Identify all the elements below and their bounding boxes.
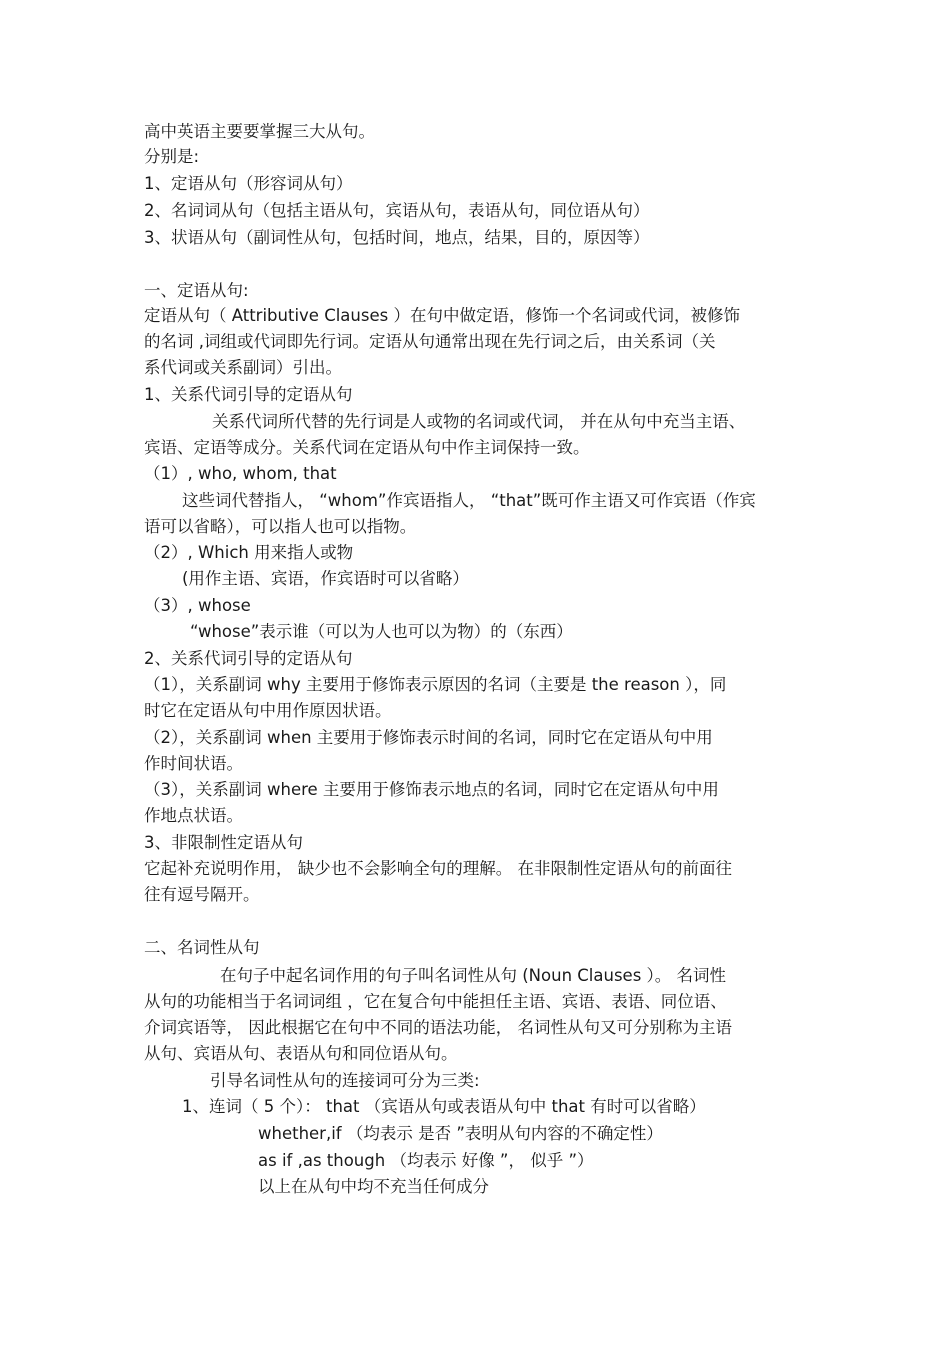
subsection-2-item-1-line-2: 时它在定语从句中用作原因状语。 — [144, 701, 392, 720]
section-2-heading: 二、名词性从句 — [144, 938, 260, 957]
connectives-intro: 引导名词性从句的连接词可分为三类: — [210, 1071, 480, 1090]
point-2-label: （2）, Which 用来指人或物 — [144, 543, 354, 562]
subsection-1-para-line-2: 宾语、定语等成分。关系代词在定语从句中作主词保持一致。 — [144, 438, 590, 457]
subsection-2-title: 2、关系代词引导的定语从句 — [144, 649, 353, 668]
point-3-text: “whose”表示谁（可以为人也可以为物）的（东西） — [190, 622, 573, 641]
section-1-def-line-3: 系代词或关系副词）引出。 — [144, 358, 342, 377]
intro-line-2: 分别是: — [144, 147, 200, 166]
connectives-note: 以上在从句中均不充当任何成分 — [258, 1177, 489, 1196]
point-1-text-line-1: 这些词代替指人， “whom”作宾语指人， “that”既可作主语又可作宾语（作宾 — [182, 491, 756, 510]
section-2-para-line-3: 介词宾语等， 因此根据它在句中不同的语法功能， 名词性从句又可分别称为主语 — [144, 1018, 732, 1037]
point-3-label: （3）, whose — [144, 596, 251, 615]
section-2-para-line-4: 从句、宾语从句、表语从句和同位语从句。 — [144, 1044, 458, 1063]
subsection-2-item-3-line-1: （3），关系副词 where 主要用于修饰表示地点的名词，同时它在定语从句中用 — [144, 780, 719, 799]
intro-item-1: 1、定语从句（形容词从句） — [144, 174, 353, 193]
section-1-def-line-2: 的名词 ,词组或代词即先行词。定语从句通常出现在先行词之后，由关系词（关 — [144, 332, 716, 351]
point-2-text: (用作主语、宾语，作宾语时可以省略） — [182, 569, 469, 588]
point-1-label: （1）, who, whom, that — [144, 464, 337, 483]
section-1-heading: 一、定语从句: — [144, 281, 249, 300]
subsection-1-title: 1、关系代词引导的定语从句 — [144, 385, 353, 404]
subsection-3-title: 3、非限制性定语从句 — [144, 833, 303, 852]
subsection-1-para-line-1: 关系代词所代替的先行词是人或物的名词或代词， 并在从句中充当主语、 — [212, 412, 746, 431]
section-1-def-line-1: 定语从句（ Attributive Clauses ）在句中做定语，修饰一个名词或代词，被修饰 — [144, 306, 740, 325]
connectives-item-1: 1、连词（ 5 个）： that （宾语从句或表语从句中 that 有时可以省略） — [182, 1097, 706, 1116]
subsection-3-text-line-1: 它起补充说明作用， 缺少也不会影响全句的理解。 在非限制性定语从句的前面往 — [144, 859, 732, 878]
point-1-text-line-2: 语可以省略），可以指人也可以指物。 — [144, 517, 417, 536]
subsection-2-item-1-line-1: （1），关系副词 why 主要用于修饰表示原因的名词（主要是 the reason ），同 — [144, 675, 727, 694]
subsection-2-item-3-line-2: 作地点状语。 — [144, 806, 243, 825]
intro-item-3: 3、状语从句（副词性从句，包括时间，地点，结果，目的，原因等） — [144, 228, 650, 247]
connectives-item-whether: whether,if （均表示 是否 ”表明从句内容的不确定性） — [258, 1124, 663, 1143]
connectives-item-as-if: as if ,as though （均表示 好像 ”， 似乎 ”） — [258, 1151, 594, 1170]
section-2-para-line-1: 在句子中起名词作用的句子叫名词性从句 (Noun Clauses ）。 名词性 — [220, 966, 727, 985]
subsection-3-text-line-2: 往有逗号隔开。 — [144, 885, 260, 904]
subsection-2-item-2-line-2: 作时间状语。 — [144, 754, 243, 773]
intro-item-2: 2、名词词从句（包括主语从句，宾语从句，表语从句，同位语从句） — [144, 201, 650, 220]
subsection-2-item-2-line-1: （2），关系副词 when 主要用于修饰表示时间的名词，同时它在定语从句中用 — [144, 728, 713, 747]
section-2-para-line-2: 从句的功能相当于名词词组 ，它在复合句中能担任主语、宾语、表语、同位语、 — [144, 992, 727, 1011]
intro-line-1: 高中英语主要要掌握三大从句。 — [144, 122, 375, 141]
